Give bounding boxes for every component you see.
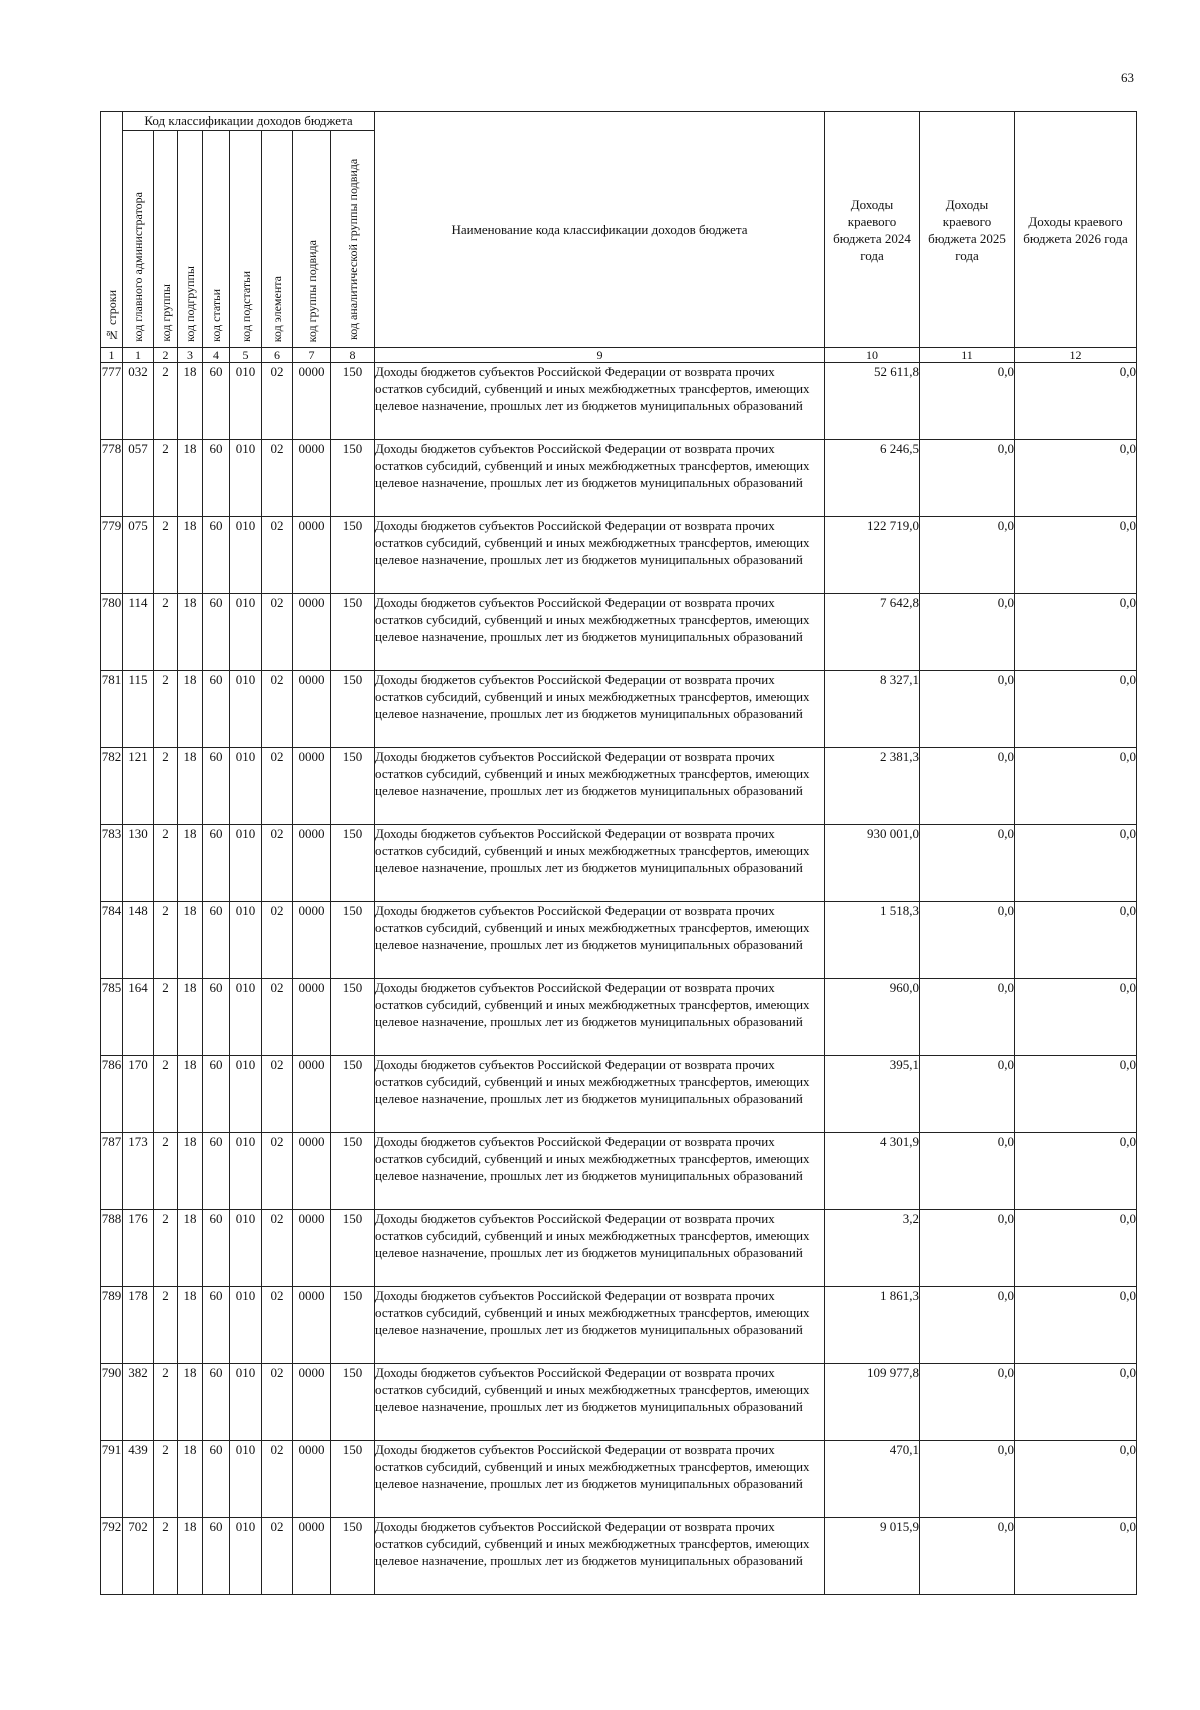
subgroup-code: 18 xyxy=(178,594,203,671)
element-code: 02 xyxy=(262,517,293,594)
subtype-group-code: 0000 xyxy=(293,517,331,594)
table-row xyxy=(101,440,1137,517)
table-row xyxy=(101,671,1137,748)
income-2026: 0,0 xyxy=(1015,363,1137,440)
header-subgroup-code: код подгруппы xyxy=(178,131,203,348)
income-name: Доходы бюджетов субъектов Российской Федерации от возврата прочих остатков субсидий, субвенций и иных межбюджетных трансфертов, имеющих целевое назначение, прошлых лет из бюджетов муниципальных образований xyxy=(375,902,825,979)
subtype-group-code: 0000 xyxy=(293,1441,331,1518)
table-row xyxy=(101,1056,1137,1133)
income-name: Доходы бюджетов субъектов Российской Федерации от возврата прочих остатков субсидий, субвенций и иных межбюджетных трансфертов, имеющих целевое назначение, прошлых лет из бюджетов муниципальных образований xyxy=(375,594,825,671)
col-number: 8 xyxy=(331,348,375,363)
table-row xyxy=(101,902,1137,979)
income-2026: 0,0 xyxy=(1015,671,1137,748)
subarticle-code: 010 xyxy=(230,748,262,825)
element-code: 02 xyxy=(262,748,293,825)
budget-income-table xyxy=(100,111,1137,1595)
subtype-group-code: 0000 xyxy=(293,594,331,671)
analytic-group-code: 150 xyxy=(331,1133,375,1210)
group-code: 2 xyxy=(154,1210,178,1287)
article-code: 60 xyxy=(203,594,230,671)
income-2024: 109 977,8 xyxy=(825,1364,920,1441)
admin-code: 075 xyxy=(123,517,154,594)
col-number: 6 xyxy=(262,348,293,363)
income-2024: 7 642,8 xyxy=(825,594,920,671)
income-2026: 0,0 xyxy=(1015,902,1137,979)
analytic-group-code: 150 xyxy=(331,1441,375,1518)
admin-code: 130 xyxy=(123,825,154,902)
analytic-group-code: 150 xyxy=(331,748,375,825)
income-2025: 0,0 xyxy=(920,902,1015,979)
col-number: 4 xyxy=(203,348,230,363)
income-2024: 470,1 xyxy=(825,1441,920,1518)
income-2025: 0,0 xyxy=(920,594,1015,671)
header-income-2025: Доходы краевого бюджета 2025 года xyxy=(920,112,1015,348)
row-number: 778 xyxy=(101,440,123,517)
table-row xyxy=(101,1210,1137,1287)
income-2026: 0,0 xyxy=(1015,825,1137,902)
subtype-group-code: 0000 xyxy=(293,440,331,517)
income-2025: 0,0 xyxy=(920,1133,1015,1210)
income-2025: 0,0 xyxy=(920,748,1015,825)
income-2026: 0,0 xyxy=(1015,748,1137,825)
row-number: 792 xyxy=(101,1518,123,1595)
table-row xyxy=(101,1441,1137,1518)
row-number: 790 xyxy=(101,1364,123,1441)
admin-code: 164 xyxy=(123,979,154,1056)
col-number: 2 xyxy=(154,348,178,363)
element-code: 02 xyxy=(262,902,293,979)
table-row xyxy=(101,1287,1137,1364)
income-2025: 0,0 xyxy=(920,1056,1015,1133)
income-2025: 0,0 xyxy=(920,440,1015,517)
income-2025: 0,0 xyxy=(920,1441,1015,1518)
element-code: 02 xyxy=(262,825,293,902)
row-number: 787 xyxy=(101,1133,123,1210)
header-income-2026: Доходы краевого бюджета 2026 года xyxy=(1015,112,1137,348)
income-2025: 0,0 xyxy=(920,1518,1015,1595)
admin-code: 702 xyxy=(123,1518,154,1595)
income-name: Доходы бюджетов субъектов Российской Федерации от возврата прочих остатков субсидий, субвенций и иных межбюджетных трансфертов, имеющих целевое назначение, прошлых лет из бюджетов муниципальных образований xyxy=(375,1287,825,1364)
income-2026: 0,0 xyxy=(1015,1441,1137,1518)
article-code: 60 xyxy=(203,1518,230,1595)
analytic-group-code: 150 xyxy=(331,1364,375,1441)
subgroup-code: 18 xyxy=(178,671,203,748)
article-code: 60 xyxy=(203,363,230,440)
subgroup-code: 18 xyxy=(178,1518,203,1595)
income-2026: 0,0 xyxy=(1015,1210,1137,1287)
subarticle-code: 010 xyxy=(230,1056,262,1133)
subgroup-code: 18 xyxy=(178,1287,203,1364)
income-2025: 0,0 xyxy=(920,825,1015,902)
income-name: Доходы бюджетов субъектов Российской Федерации от возврата прочих остатков субсидий, субвенций и иных межбюджетных трансфертов, имеющих целевое назначение, прошлых лет из бюджетов муниципальных образований xyxy=(375,440,825,517)
subgroup-code: 18 xyxy=(178,979,203,1056)
table-row xyxy=(101,1364,1137,1441)
group-code: 2 xyxy=(154,1441,178,1518)
row-number: 789 xyxy=(101,1287,123,1364)
element-code: 02 xyxy=(262,1441,293,1518)
admin-code: 121 xyxy=(123,748,154,825)
income-2024: 122 719,0 xyxy=(825,517,920,594)
analytic-group-code: 150 xyxy=(331,517,375,594)
income-2024: 3,2 xyxy=(825,1210,920,1287)
admin-code: 032 xyxy=(123,363,154,440)
subarticle-code: 010 xyxy=(230,440,262,517)
income-2026: 0,0 xyxy=(1015,1056,1137,1133)
group-code: 2 xyxy=(154,671,178,748)
article-code: 60 xyxy=(203,979,230,1056)
income-name: Доходы бюджетов субъектов Российской Федерации от возврата прочих остатков субсидий, субвенций и иных межбюджетных трансфертов, имеющих целевое назначение, прошлых лет из бюджетов муниципальных образований xyxy=(375,1133,825,1210)
income-name: Доходы бюджетов субъектов Российской Федерации от возврата прочих остатков субсидий, субвенций и иных межбюджетных трансфертов, имеющих целевое назначение, прошлых лет из бюджетов муниципальных образований xyxy=(375,1364,825,1441)
income-2024: 1 861,3 xyxy=(825,1287,920,1364)
row-number: 782 xyxy=(101,748,123,825)
subarticle-code: 010 xyxy=(230,1518,262,1595)
analytic-group-code: 150 xyxy=(331,1518,375,1595)
analytic-group-code: 150 xyxy=(331,1287,375,1364)
subarticle-code: 010 xyxy=(230,1287,262,1364)
col-number: 11 xyxy=(920,348,1015,363)
table-row xyxy=(101,825,1137,902)
subtype-group-code: 0000 xyxy=(293,825,331,902)
subarticle-code: 010 xyxy=(230,517,262,594)
table-row xyxy=(101,979,1137,1056)
income-2024: 2 381,3 xyxy=(825,748,920,825)
income-name: Доходы бюджетов субъектов Российской Федерации от возврата прочих остатков субсидий, субвенций и иных межбюджетных трансфертов, имеющих целевое назначение, прошлых лет из бюджетов муниципальных образований xyxy=(375,517,825,594)
income-2025: 0,0 xyxy=(920,1364,1015,1441)
income-2026: 0,0 xyxy=(1015,440,1137,517)
article-code: 60 xyxy=(203,825,230,902)
page-number: 63 xyxy=(1121,70,1134,85)
col-number: 9 xyxy=(375,348,825,363)
income-name: Доходы бюджетов субъектов Российской Федерации от возврата прочих остатков субсидий, субвенций и иных межбюджетных трансфертов, имеющих целевое назначение, прошлых лет из бюджетов муниципальных образований xyxy=(375,1056,825,1133)
analytic-group-code: 150 xyxy=(331,902,375,979)
row-number: 785 xyxy=(101,979,123,1056)
group-code: 2 xyxy=(154,1364,178,1441)
admin-code: 382 xyxy=(123,1364,154,1441)
article-code: 60 xyxy=(203,671,230,748)
subarticle-code: 010 xyxy=(230,902,262,979)
header-subarticle-code: код подстатьи xyxy=(230,131,262,348)
row-number: 784 xyxy=(101,902,123,979)
element-code: 02 xyxy=(262,1133,293,1210)
income-2026: 0,0 xyxy=(1015,517,1137,594)
income-2026: 0,0 xyxy=(1015,1518,1137,1595)
group-code: 2 xyxy=(154,825,178,902)
element-code: 02 xyxy=(262,440,293,517)
income-2026: 0,0 xyxy=(1015,1287,1137,1364)
col-number: 3 xyxy=(178,348,203,363)
income-2024: 9 015,9 xyxy=(825,1518,920,1595)
row-number: 783 xyxy=(101,825,123,902)
header-classification-title: Код классификации доходов бюджета xyxy=(123,112,375,131)
subtype-group-code: 0000 xyxy=(293,1518,331,1595)
income-2024: 52 611,8 xyxy=(825,363,920,440)
element-code: 02 xyxy=(262,594,293,671)
table-row xyxy=(101,1133,1137,1210)
subgroup-code: 18 xyxy=(178,517,203,594)
group-code: 2 xyxy=(154,902,178,979)
row-number: 781 xyxy=(101,671,123,748)
subarticle-code: 010 xyxy=(230,1441,262,1518)
admin-code: 057 xyxy=(123,440,154,517)
element-code: 02 xyxy=(262,363,293,440)
admin-code: 173 xyxy=(123,1133,154,1210)
subarticle-code: 010 xyxy=(230,1210,262,1287)
admin-code: 148 xyxy=(123,902,154,979)
income-name: Доходы бюджетов субъектов Российской Федерации от возврата прочих остатков субсидий, субвенций и иных межбюджетных трансфертов, имеющих целевое назначение, прошлых лет из бюджетов муниципальных образований xyxy=(375,671,825,748)
article-code: 60 xyxy=(203,440,230,517)
subtype-group-code: 0000 xyxy=(293,1133,331,1210)
article-code: 60 xyxy=(203,517,230,594)
table-body xyxy=(101,363,1137,1595)
group-code: 2 xyxy=(154,1056,178,1133)
subgroup-code: 18 xyxy=(178,902,203,979)
element-code: 02 xyxy=(262,1210,293,1287)
element-code: 02 xyxy=(262,979,293,1056)
subtype-group-code: 0000 xyxy=(293,1287,331,1364)
subarticle-code: 010 xyxy=(230,979,262,1056)
income-2024: 4 301,9 xyxy=(825,1133,920,1210)
header-income-2024: Доходы краевого бюджета 2024 года xyxy=(825,112,920,348)
header-article-code: код статьи xyxy=(203,131,230,348)
subarticle-code: 010 xyxy=(230,671,262,748)
subgroup-code: 18 xyxy=(178,363,203,440)
row-number: 788 xyxy=(101,1210,123,1287)
income-name: Доходы бюджетов субъектов Российской Федерации от возврата прочих остатков субсидий, субвенций и иных межбюджетных трансфертов, имеющих целевое назначение, прошлых лет из бюджетов муниципальных образований xyxy=(375,1210,825,1287)
element-code: 02 xyxy=(262,1287,293,1364)
subarticle-code: 010 xyxy=(230,594,262,671)
col-number: 7 xyxy=(293,348,331,363)
subgroup-code: 18 xyxy=(178,748,203,825)
group-code: 2 xyxy=(154,517,178,594)
subtype-group-code: 0000 xyxy=(293,1056,331,1133)
income-2024: 8 327,1 xyxy=(825,671,920,748)
income-2025: 0,0 xyxy=(920,1210,1015,1287)
group-code: 2 xyxy=(154,748,178,825)
group-code: 2 xyxy=(154,979,178,1056)
col-number: 1 xyxy=(123,348,154,363)
col-number: 1 xyxy=(101,348,123,363)
subtype-group-code: 0000 xyxy=(293,363,331,440)
subtype-group-code: 0000 xyxy=(293,748,331,825)
group-code: 2 xyxy=(154,594,178,671)
article-code: 60 xyxy=(203,1056,230,1133)
col-number: 10 xyxy=(825,348,920,363)
header-analytic-group-code: код аналитической группы подвида xyxy=(331,131,375,348)
analytic-group-code: 150 xyxy=(331,1210,375,1287)
subtype-group-code: 0000 xyxy=(293,671,331,748)
row-number: 779 xyxy=(101,517,123,594)
row-number: 777 xyxy=(101,363,123,440)
income-2024: 395,1 xyxy=(825,1056,920,1133)
subtype-group-code: 0000 xyxy=(293,1210,331,1287)
group-code: 2 xyxy=(154,1518,178,1595)
header-row-no: № строки xyxy=(101,112,123,348)
table-row xyxy=(101,517,1137,594)
group-code: 2 xyxy=(154,1133,178,1210)
article-code: 60 xyxy=(203,1441,230,1518)
row-number: 780 xyxy=(101,594,123,671)
article-code: 60 xyxy=(203,1133,230,1210)
income-2026: 0,0 xyxy=(1015,1364,1137,1441)
admin-code: 178 xyxy=(123,1287,154,1364)
income-2025: 0,0 xyxy=(920,517,1015,594)
analytic-group-code: 150 xyxy=(331,363,375,440)
subgroup-code: 18 xyxy=(178,1056,203,1133)
subtype-group-code: 0000 xyxy=(293,902,331,979)
col-number: 12 xyxy=(1015,348,1137,363)
income-2024: 960,0 xyxy=(825,979,920,1056)
subarticle-code: 010 xyxy=(230,363,262,440)
income-2026: 0,0 xyxy=(1015,1133,1137,1210)
income-2026: 0,0 xyxy=(1015,594,1137,671)
row-number: 791 xyxy=(101,1441,123,1518)
article-code: 60 xyxy=(203,1364,230,1441)
income-2026: 0,0 xyxy=(1015,979,1137,1056)
subtype-group-code: 0000 xyxy=(293,1364,331,1441)
group-code: 2 xyxy=(154,1287,178,1364)
article-code: 60 xyxy=(203,748,230,825)
subarticle-code: 010 xyxy=(230,1364,262,1441)
income-2025: 0,0 xyxy=(920,979,1015,1056)
subarticle-code: 010 xyxy=(230,825,262,902)
header-element-code: код элемента xyxy=(262,131,293,348)
income-name: Доходы бюджетов субъектов Российской Федерации от возврата прочих остатков субсидий, субвенций и иных межбюджетных трансфертов, имеющих целевое назначение, прошлых лет из бюджетов муниципальных образований xyxy=(375,748,825,825)
element-code: 02 xyxy=(262,1364,293,1441)
subgroup-code: 18 xyxy=(178,440,203,517)
header-subtype-group-code: код группы подвида xyxy=(293,131,331,348)
income-2025: 0,0 xyxy=(920,671,1015,748)
element-code: 02 xyxy=(262,671,293,748)
subtype-group-code: 0000 xyxy=(293,979,331,1056)
group-code: 2 xyxy=(154,363,178,440)
income-2024: 6 246,5 xyxy=(825,440,920,517)
group-code: 2 xyxy=(154,440,178,517)
income-name: Доходы бюджетов субъектов Российской Федерации от возврата прочих остатков субсидий, субвенций и иных межбюджетных трансфертов, имеющих целевое назначение, прошлых лет из бюджетов муниципальных образований xyxy=(375,1441,825,1518)
income-2025: 0,0 xyxy=(920,1287,1015,1364)
col-number: 5 xyxy=(230,348,262,363)
subgroup-code: 18 xyxy=(178,1133,203,1210)
income-name: Доходы бюджетов субъектов Российской Федерации от возврата прочих остатков субсидий, субвенций и иных межбюджетных трансфертов, имеющих целевое назначение, прошлых лет из бюджетов муниципальных образований xyxy=(375,979,825,1056)
element-code: 02 xyxy=(262,1056,293,1133)
admin-code: 114 xyxy=(123,594,154,671)
subgroup-code: 18 xyxy=(178,825,203,902)
analytic-group-code: 150 xyxy=(331,671,375,748)
header-group-code: код группы xyxy=(154,131,178,348)
column-number-row xyxy=(101,348,1137,363)
income-name: Доходы бюджетов субъектов Российской Федерации от возврата прочих остатков субсидий, субвенций и иных межбюджетных трансфертов, имеющих целевое назначение, прошлых лет из бюджетов муниципальных образований xyxy=(375,1518,825,1595)
admin-code: 115 xyxy=(123,671,154,748)
article-code: 60 xyxy=(203,902,230,979)
header-admin-code: код главного администратора xyxy=(123,131,154,348)
subgroup-code: 18 xyxy=(178,1441,203,1518)
subarticle-code: 010 xyxy=(230,1133,262,1210)
subgroup-code: 18 xyxy=(178,1210,203,1287)
admin-code: 170 xyxy=(123,1056,154,1133)
income-2024: 1 518,3 xyxy=(825,902,920,979)
article-code: 60 xyxy=(203,1210,230,1287)
analytic-group-code: 150 xyxy=(331,1056,375,1133)
table-row xyxy=(101,748,1137,825)
table-row xyxy=(101,363,1137,440)
income-name: Доходы бюджетов субъектов Российской Федерации от возврата прочих остатков субсидий, субвенций и иных межбюджетных трансфертов, имеющих целевое назначение, прошлых лет из бюджетов муниципальных образований xyxy=(375,825,825,902)
row-number: 786 xyxy=(101,1056,123,1133)
analytic-group-code: 150 xyxy=(331,825,375,902)
article-code: 60 xyxy=(203,1287,230,1364)
analytic-group-code: 150 xyxy=(331,594,375,671)
analytic-group-code: 150 xyxy=(331,440,375,517)
income-2024: 930 001,0 xyxy=(825,825,920,902)
table-row xyxy=(101,594,1137,671)
admin-code: 176 xyxy=(123,1210,154,1287)
income-name: Доходы бюджетов субъектов Российской Федерации от возврата прочих остатков субсидий, субвенций и иных межбюджетных трансфертов, имеющих целевое назначение, прошлых лет из бюджетов муниципальных образований xyxy=(375,363,825,440)
admin-code: 439 xyxy=(123,1441,154,1518)
table-row xyxy=(101,1518,1137,1595)
subgroup-code: 18 xyxy=(178,1364,203,1441)
income-2025: 0,0 xyxy=(920,363,1015,440)
header-name: Наименование кода классификации доходов бюджета xyxy=(375,112,825,348)
analytic-group-code: 150 xyxy=(331,979,375,1056)
element-code: 02 xyxy=(262,1518,293,1595)
